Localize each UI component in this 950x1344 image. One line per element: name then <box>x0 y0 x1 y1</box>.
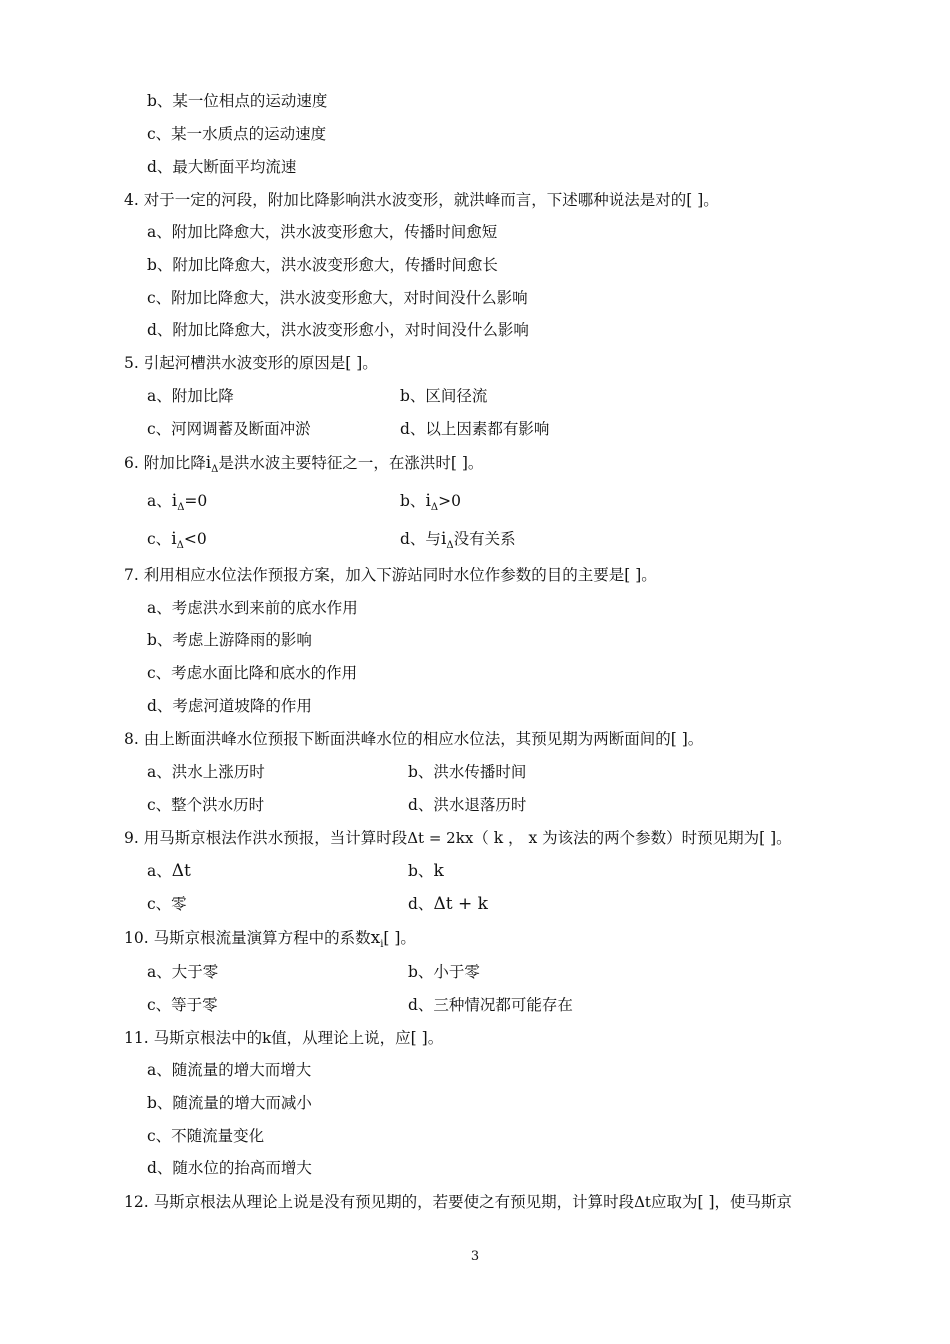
option-value: >0 <box>438 492 461 510</box>
question-9 <box>124 828 792 848</box>
option-line <box>147 861 191 881</box>
option-label: d、 <box>408 895 434 913</box>
math-symbol: Δt <box>634 1193 651 1211</box>
option-line: a、随流量的增大而增大 <box>147 1061 312 1079</box>
option-line: c、不随流量变化 <box>147 1127 265 1145</box>
option-line <box>400 529 516 556</box>
question-10 <box>124 928 416 955</box>
option-line: d、三种情况都可能存在 <box>408 996 573 1014</box>
option-line: b、区间径流 <box>400 387 488 405</box>
option-line: c、等于零 <box>147 996 218 1014</box>
option-line <box>147 491 207 518</box>
math-subscript: Δ <box>430 502 439 513</box>
option-line: c、整个洪水历时 <box>147 796 265 814</box>
math-symbol: i <box>205 453 212 473</box>
option-line: d、最大断面平均流速 <box>147 158 297 176</box>
option-line <box>400 491 461 518</box>
option-line: b、小于零 <box>408 963 480 981</box>
option-line: a、附加比降愈大，洪水波变形愈大，传播时间愈短 <box>147 223 498 241</box>
option-line: a、附加比降 <box>147 387 234 405</box>
math-symbol: k <box>262 1029 272 1047</box>
option-line: b、某一位相点的运动速度 <box>147 92 328 110</box>
math-symbol: i <box>440 529 447 549</box>
math-symbol: x <box>370 928 381 948</box>
math-symbol: i <box>425 491 431 511</box>
question-text: 6. 附加比降 <box>124 454 206 472</box>
option-line: d、随水位的抬高而增大 <box>147 1159 312 1177</box>
option-line: c、附加比降愈大，洪水波变形愈大，对时间没什么影响 <box>147 289 528 307</box>
question-text: [ ]。 <box>383 929 416 947</box>
math-symbol: i <box>171 491 178 511</box>
question-text: 值，从理论上说，应[ ]。 <box>271 1029 444 1047</box>
option-line: b、附加比降愈大，洪水波变形愈大，传播时间愈长 <box>147 256 498 274</box>
question-8: 8. 由上断面洪峰水位预报下断面洪峰水位的相应水位法，其预见期为两断面间的[ ]。 <box>124 730 704 748</box>
question-text: 9. 用马斯京根法作洪水预报，当计算时段 <box>124 829 408 847</box>
option-line: b、考虑上游降雨的影响 <box>147 631 312 649</box>
math-symbol: Δt <box>171 861 191 881</box>
option-line <box>147 529 207 556</box>
option-line: d、洪水退落历时 <box>408 796 527 814</box>
option-line: a、考虑洪水到来前的底水作用 <box>147 599 358 617</box>
option-label: d、与 <box>400 530 441 548</box>
option-line <box>408 894 488 914</box>
question-4: 4. 对于一定的河段，附加比降影响洪水波变形，就洪峰而言，下述哪种说法是对的[ ]。 <box>124 191 719 209</box>
question-7: 7. 利用相应水位法作预报方案，加入下游站同时水位作参数的目的主要是[ ]。 <box>124 566 657 584</box>
question-text: 应取为[ ]，使马斯京 <box>650 1193 792 1211</box>
option-line: a、洪水上涨历时 <box>147 763 265 781</box>
option-line: d、考虑河道坡降的作用 <box>147 697 312 715</box>
option-label: b、 <box>408 862 434 880</box>
option-line: c、考虑水面比降和底水的作用 <box>147 664 358 682</box>
option-value: <0 <box>183 530 207 548</box>
math-symbol: Δt + k <box>433 894 488 914</box>
option-line <box>408 861 444 881</box>
option-label: b、 <box>400 492 426 510</box>
page-number: 3 <box>470 1249 480 1264</box>
math-formula: Δt = 2kx <box>407 829 474 847</box>
option-label: c、 <box>147 530 172 548</box>
option-line: b、随流量的增大而减小 <box>147 1094 312 1112</box>
question-text: 12. 马斯京根法从理论上说是没有预见期的，若要使之有预见期，计算时段 <box>124 1193 635 1211</box>
math-subscript: Δ <box>446 540 454 551</box>
question-text: 是洪水波主要特征之一，在涨洪时[ ]。 <box>218 454 484 472</box>
math-subscript: Δ <box>211 464 219 475</box>
math-subscript: i <box>380 939 384 950</box>
math-symbol: i <box>171 529 177 549</box>
option-label: a、 <box>147 862 172 880</box>
option-line: a、大于零 <box>147 963 219 981</box>
question-5: 5. 引起河槽洪水波变形的原因是[ ]。 <box>124 354 378 372</box>
math-subscript: Δ <box>177 502 185 513</box>
option-line: c、零 <box>147 895 187 913</box>
option-line: d、附加比降愈大，洪水波变形愈小，对时间没什么影响 <box>147 321 529 339</box>
option-value: =0 <box>184 492 208 510</box>
question-text: 10. 马斯京根流量演算方程中的系数 <box>124 929 371 947</box>
option-line: c、河网调蓄及断面冲淤 <box>147 420 311 438</box>
option-line: d、以上因素都有影响 <box>400 420 550 438</box>
question-text: （ k ， x 为该法的两个参数）时预见期为[ ]。 <box>473 829 792 847</box>
math-subscript: Δ <box>176 540 184 551</box>
question-11 <box>124 1028 443 1048</box>
question-12 <box>124 1192 792 1212</box>
math-symbol: k <box>433 861 444 881</box>
option-label: a、 <box>147 492 172 510</box>
question-text: 11. 马斯京根法中的 <box>124 1029 263 1047</box>
option-value: 没有关系 <box>453 530 516 548</box>
question-6 <box>124 453 483 480</box>
option-line: c、某一水质点的运动速度 <box>147 125 327 143</box>
option-line: b、洪水传播时间 <box>408 763 527 781</box>
